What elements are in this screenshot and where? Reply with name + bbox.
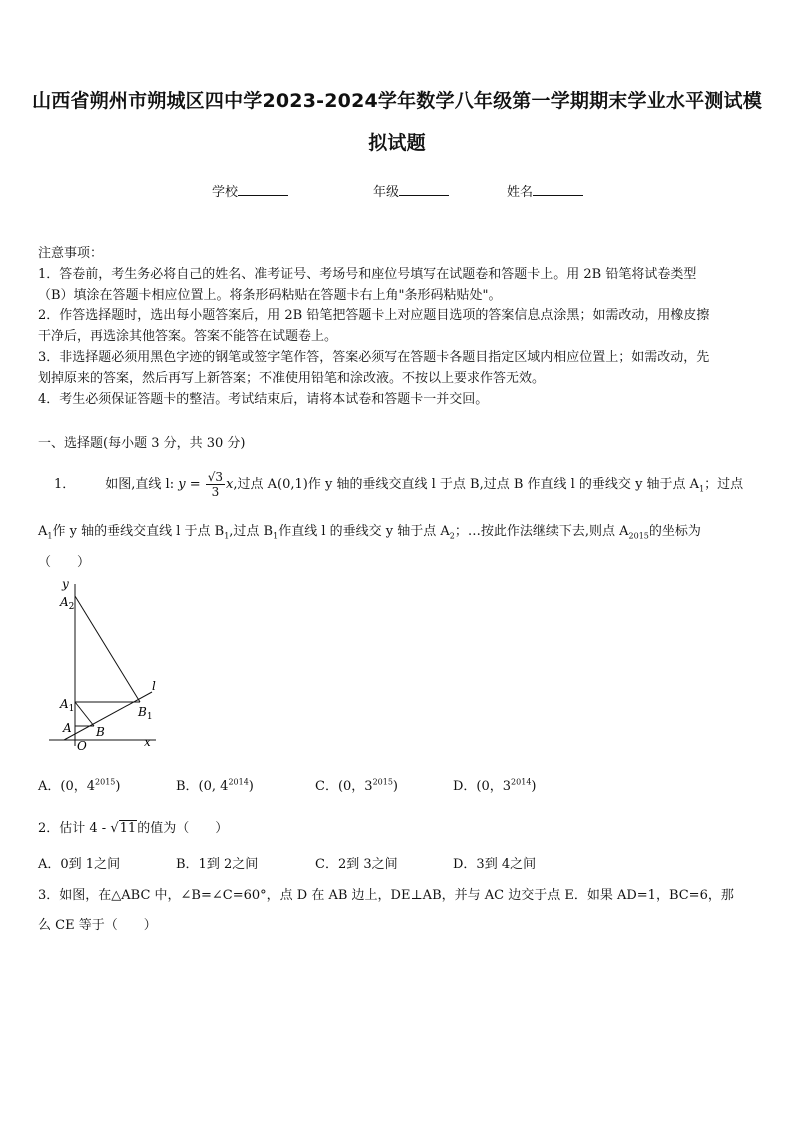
q1-figure [44, 574, 184, 754]
option-exponent: 2015 [372, 777, 393, 787]
q1-l2-sub: 2015 [628, 531, 649, 541]
grade-blank [399, 183, 449, 196]
q1-option-a[interactable] [38, 775, 120, 794]
segment-A1-B [75, 702, 94, 726]
q1-option-b[interactable] [176, 775, 254, 794]
sqrt-sign: √ [110, 821, 119, 836]
grade-field [373, 181, 449, 200]
q1-l2-e: ；…按此作法继续下去,则点 A [454, 524, 629, 539]
label-B: B [96, 725, 105, 739]
name-label: 姓名 [507, 185, 534, 200]
label-B1: $B_1$ [138, 705, 153, 722]
notice-line: 4．考生必须保证答题卡的整洁。考试结束后，请将本试卷和答题卡一并交回。 [38, 391, 489, 407]
notice-line: （B）填涂在答题卡相应位置上。将条形码粘贴在答题卡右上角"条形码粘贴处"。 [38, 287, 502, 303]
q1-l2-f: 的坐标为 [648, 524, 701, 539]
q1-x-var: x [226, 477, 234, 492]
q1-frac-den: 3 [211, 485, 220, 499]
q3-stem-line1: 3．如图，在△ABC 中，∠B=∠C=60°，点 D 在 AB 边上，DE⊥AB，并与 AC 边交于点 E．如果 AD=1，BC=6，那 [38, 888, 734, 903]
q2-option-c[interactable]: C．2到 3之间 [315, 857, 398, 872]
option-label: C．(0，3 [315, 779, 373, 794]
label-O: O [77, 739, 87, 753]
q1-l2-sub: 2 [449, 531, 455, 541]
q2-text-a: 2．估计 4 - [38, 821, 111, 836]
q1-option-d[interactable] [453, 775, 536, 794]
school-field [212, 181, 288, 200]
q1-frac-num: √3 [207, 470, 224, 484]
segment-A2-B1 [75, 596, 140, 702]
document-title-line2: 拟试题 [368, 132, 426, 154]
q1-number: 1． [54, 477, 76, 492]
q2-option-d[interactable]: D．3到 4之间 [453, 857, 537, 872]
q1-l2-c: ,过点 B [229, 524, 274, 539]
option-tail: ) [115, 779, 121, 794]
q1-l2-sub: 1 [224, 531, 230, 541]
label-l: l [152, 679, 156, 693]
name-blank [533, 183, 583, 196]
q1-sub: 1 [699, 484, 705, 494]
label-A1: $A_1$ [60, 697, 75, 714]
option-tail: ) [531, 779, 537, 794]
q1-option-c[interactable] [315, 775, 398, 794]
name-field [507, 181, 583, 200]
q1-text-part3: ；过点 [704, 477, 744, 492]
option-label: D．(0，3 [453, 779, 512, 794]
q2-option-a[interactable]: A．0到 1之间 [38, 857, 121, 872]
q1-l2-sub: 1 [273, 531, 279, 541]
q1-text-part1: 如图,直线 l: [105, 477, 179, 492]
q1-l2-sub: 1 [47, 531, 53, 541]
label-x: x [144, 735, 151, 749]
option-exponent: 2015 [95, 777, 116, 787]
section1-heading: 一、选择题(每小题 3 分，共 30 分) [38, 436, 246, 451]
notice-line: 干净后，再选涂其他答案。答案不能答在试题卷上。 [38, 329, 338, 345]
q1-line1: 1． 如图,直线 l: y = $\frac{√3}{3}$ x,过点 A(0,1)作 y 轴的垂线交直线 l 于点 B,过点 B 作直线 l 的垂线交 y 轴于点 $A_1$；过点 [54, 470, 744, 499]
q1-y-var: y [178, 477, 186, 492]
label-A2: $A_2$ [60, 595, 75, 612]
q1-l2-d: 作直线 l 的垂线交 y 轴于点 A [278, 524, 450, 539]
school-blank [238, 183, 288, 196]
q1-text-part2: ,过点 A(0,1)作 y 轴的垂线交直线 l 于点 B,过点 B 作直线 l 的垂线交 y 轴于点 A [233, 477, 700, 492]
notice-line: 划掉原来的答案，然后再写上新答案；不准使用铅笔和涂改液。不按以上要求作答无效。 [38, 370, 546, 386]
grade-label: 年级 [373, 185, 400, 200]
notice-line: 1．答卷前，考生务必将自己的姓名、准考证号、考场号和座位号填写在试题卷和答题卡上。用 2B 铅笔将试卷类型 [38, 266, 697, 282]
q2-option-b[interactable]: B．1到 2之间 [176, 857, 259, 872]
q1-l2-b: 作 y 轴的垂线交直线 l 于点 B [52, 524, 225, 539]
option-label: A．(0，4 [38, 779, 96, 794]
q2-stem [38, 817, 228, 836]
q2-text-b: 的值为（ ） [137, 821, 229, 836]
notice-line: 3．非选择题必须用黑色字迹的钢笔或签字笔作答，答案必须写在答题卡各题目指定区域内相应位置上；如需改动，先 [38, 349, 710, 365]
q3-stem-line2: 么 CE 等于（ ） [38, 918, 157, 933]
option-tail: ) [248, 779, 254, 794]
label-A: A [63, 721, 72, 735]
school-label: 学校 [212, 185, 239, 200]
label-y: y [62, 577, 69, 591]
option-tail: ) [392, 779, 398, 794]
q1-l2-a: A [38, 524, 48, 539]
q1-line2 [38, 520, 701, 541]
option-label: B．(0, 4 [176, 779, 229, 794]
notice-heading: 注意事项： [38, 246, 104, 261]
document-title-line1: 山西省朔州市朔城区四中学2023-2024学年数学八年级第一学期期末学业水平测试模 [32, 90, 762, 112]
q1-fraction [206, 470, 225, 499]
notice-line: 2．作答选择题时，选出每小题答案后，用 2B 铅笔把答题卡上对应题目选项的答案信息点涂黑；如需改动，用橡皮擦 [38, 308, 710, 324]
option-exponent: 2014 [228, 777, 249, 787]
q1-answer-paren: （ ） [38, 555, 91, 570]
notice-block [38, 244, 760, 410]
q2-radicand: 11 [119, 821, 137, 836]
option-exponent: 2014 [511, 777, 532, 787]
